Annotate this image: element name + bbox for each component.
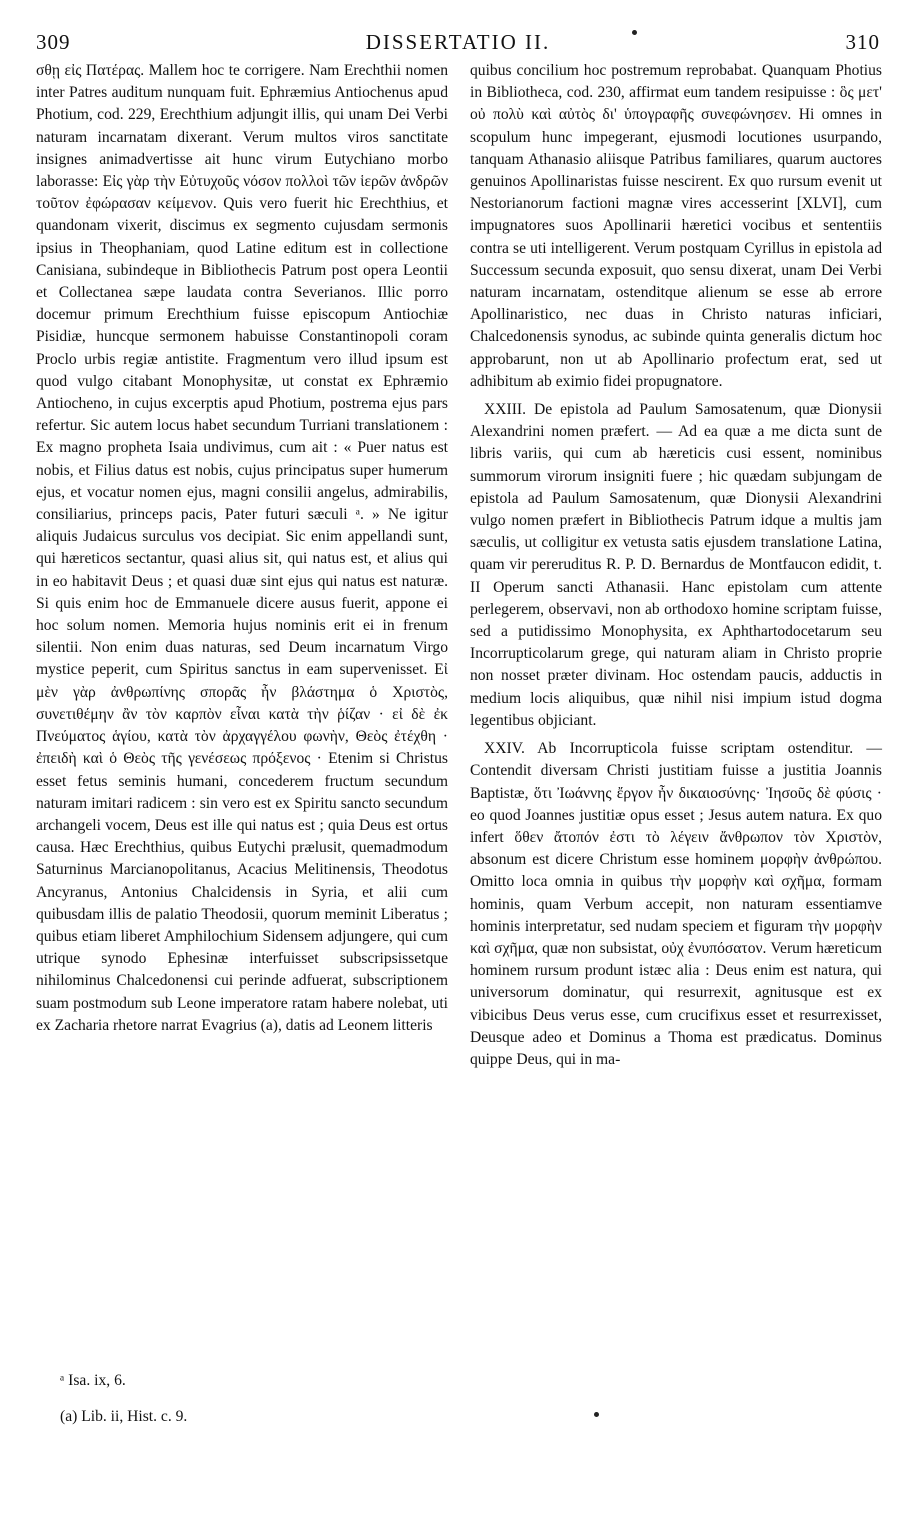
left-paragraph: σθῃ εἰς Πατέρας. Mallem hoc te corrigere. Nam Erechthii nomen inter Patres auditum nunquam fuit. Ephræmius Antiochenus apud Photium, cod. 229, Erechthium adjungit illis, qui unam Dei Verbi naturam incarnatam dixerant. Verum multos viros sanctitate insignes animadvertisse ait hunc virum Eutychiano morbo laborasse: Εἰς γὰρ τὴν Εὐτυχοῦς νόσον πολλοὶ τῶν ἱερῶν ἀνδρῶν τοῦτον ἐφώρασαν κείμενον. Quis vero fuerit hic Erechthius, et quandonam vixerit, discimus ex segmento cujusdam sermonis ipsius in Theophaniam, quod Latine editum est in collectione Canisiana, subindeque in Bibliothecis Patrum post opera Leontii et Collectanea sæpe laudata contra Severianos. Illic porro docemur primum Erechthium fuisse episcopum Antiochiæ Pisidiæ, huncque sermonem habuisse Constantinopoli coram Proclo urbis regiæ antistite. Fragmentum vero illud ipsum est quod vulgo citabant Monophysitæ, ut constat ex Ephræmio Antiocheno, in cujus excerptis apud Photium, postrema ejus pars refertur. Sic autem locus habet secundum Turriani translationem : Ex magno propheta Isaia undivimus, cum ait : « Puer natus est nobis, et Filius datus est nobis, cujus principatus super humerum ejus, et vocatur nomen ejus, magni consilii angelus, admirabilis, consiliarius, princeps pacis, Pater futuri sæculi ᵃ. » Ne igitur aliquis Judaicus surculus vos decipiat. Sic enim appellandi sunt, qui hæreticos sectantur, quasi alius sit, qui natus est, et alius qui in eo habitavit Deus ; et quasi duæ sint ejus qui natus est naturæ. Si quis enim hoc de Emmanuele dicere ausus fuerit, appone ei hoc solum nomen. Memoria hujus nominis erit ei in frenum silentii. Non enim duas naturas, sed Deum incarnatum Virgo mystice peperit, cum Spiritus sanctus in eam supervenisset. Εἰ μὲν γὰρ ἀνθρωπίνης σπορᾶς ἦν βλάστημα ὁ Χριστὸς, συνετιθέμην ἂν τὸν καρπὸν εἶναι κατὰ τὴν ῥίζαν · εἰ δὲ ἐκ Πνεύματος ἁγίου, κατὰ τὸν ἀρχαγγέλου φωνὴν, Θεὸς ἐτέχθη · ἐπειδὴ καὶ ὁ Θεὸς τῆς γενέσεως πρόξενος · Etenim si Christus esset fetus seminis humani, concederem fructum secundum naturam imitari radicem : sin vero est ex Spiritu sancto secundum archangeli vocem, Deus est ille qui natus est ; quia Deus est ortus causa. Hæc Erechthius, quibus Eutychi prælusit, quemadmodum Saturninus Marcianopolitanus, Acacius Melitinensis, Theodotus Ancyranus, Antonius Chalcidensis in Syria, et alii cum quibusdam illis de palatio Theodosii, quorum meminit Liberatus ; quibus etiam liberet Amphilochium Sidensem adjungere, qui cum utrique synodo Ephesinæ interfuisset subscripsissetque nihilominus Chalcedonensi cui perinde adfuerat, subscriptionem suam postmodum sub Leone imperatore ratam habere nolebat, uti ex Zacharia rhetore narrat Evagrius (a), datis ad Leonem litteris	[36, 62, 448, 1034]
page-number-left: 309	[36, 30, 71, 54]
left-column	[36, 60, 448, 1037]
running-title: DISSERTATIO II.	[365, 30, 551, 54]
print-speck	[632, 30, 637, 35]
footnote-a: ᵃ Isa. ix, 6.	[60, 1372, 126, 1389]
right-paragraph-1: quibus concilium hoc postremum reprobabat. Quanquam Photius in Bibliotheca, cod. 230, affirmat eum tandem resipuisse : ὃς μετ' οὐ πολὺ καὶ αὐτὸς δι' ὑπογραφῆς συνεφώνησεν. Hi omnes in scopulum hunc impegerant, ejusmodi locutiones usurpando, tanquam Athanasio aliisque Patribus familiares, quarum auctores genuinos Apollinaristas fuisse nescirent. Ex quo rursum evenit ut Nestorianorum factioni magnæ vires accesserint [XLVI], cum impugnatores suos Apollinarii hæretici vocibus et sententiis contra se uti intelligerent. Verum postquam Cyrillus in epistola ad Successum secunda exposuit, quo sensu dixerat, unam Dei Verbi naturam incarnatam, ostenditque alienum se esse ab errore Apollinaristico, nec duas in Christo naturas inficiari, Chalcedonensis synodus, ac subinde quinta generalis dictum hoc approbarunt, non ut ab Apollinario profectum erat, sed ut adhibitum ab eximio fidei propugnatore.	[470, 62, 882, 390]
print-speck	[594, 1412, 599, 1417]
page-number-right: 310	[845, 30, 880, 54]
section-xxiv: XXIV. Ab Incorrupticola fuisse scriptam ostenditur. — Contendit diversam Christi justitiam fuisse a justitia Joannis Baptistæ, ὅτι Ἰωάννης ἔργον ἦν δικαιοσύνης· Ἰησοῦς δὲ φύσις · eo quod Joannes justitiæ opus esset ; Jesus autem natura. Ex quo infert ὅθεν ἄτοπόν ἐστι τὸ λέγειν ἄνθρωπον τὸν Χριστὸν, absonum est dicere Christum esse hominem μορφὴν ἀνθρώπου. Omitto loca omnia in quibus τὴν μορφὴν καὶ σχῆμα, formam hominis, quam Verbum accepit, non naturam essentiamve hominis interpretatur, sed nudam speciem et figuram τὴν μορφὴν καὶ σχῆμα, quæ non subsistat, οὐχ ἐνυπόσατον. Verum hæreticum hominem rursum produnt istæc alia : Deus enim est natura, qui universorum dominatur, qui resurrexit, agnitusque est ex vibicibus Deus verus esse, cum crucifixus esset et resurrexisset, Deusque adeo et Dominus a Thoma est prædicatus. Dominus quippe Deus, qui in ma-	[470, 740, 882, 1068]
footnote-b: (a) Lib. ii, Hist. c. 9.	[60, 1408, 188, 1425]
right-column	[470, 60, 882, 1071]
running-header	[36, 30, 880, 60]
section-xxiii: XXIII. De epistola ad Paulum Samosatenum, quæ Dionysii Alexandrini nomen præfert. — Ad ea quæ a me dicta sunt de libris variis, qui cum ab hæreticis cusi essent, nominibus summorum virorum insigniti fuere ; hic quædam subjungam de epistola ad Paulum Samosatenum, quæ Dionysii Alexandrini vulgo nomen præfert in Bibliothecis Patrum idque a multis jam sæculis, ut colligitur ex vetusta satis ejusdem translatione Latina, quam vir pereruditus R. P. D. Bernardus de Montfaucon edidit, t. II Operum sancti Athanasii. Hanc epistolam cum attente perlegerem, observavi, non ab orthodoxo homine scriptam fuisse, sed a putidissimo Monophysita, ex Aphthartodocetarum seu Incorrupticolarum grege, qui naturam aliam in Christo proprie non nosset præter divinam. Hoc ostendam paucis, adductis in medium locis aliquibus, quæ nihil nisi impium istud dogma legentibus objiciant.	[470, 401, 882, 729]
